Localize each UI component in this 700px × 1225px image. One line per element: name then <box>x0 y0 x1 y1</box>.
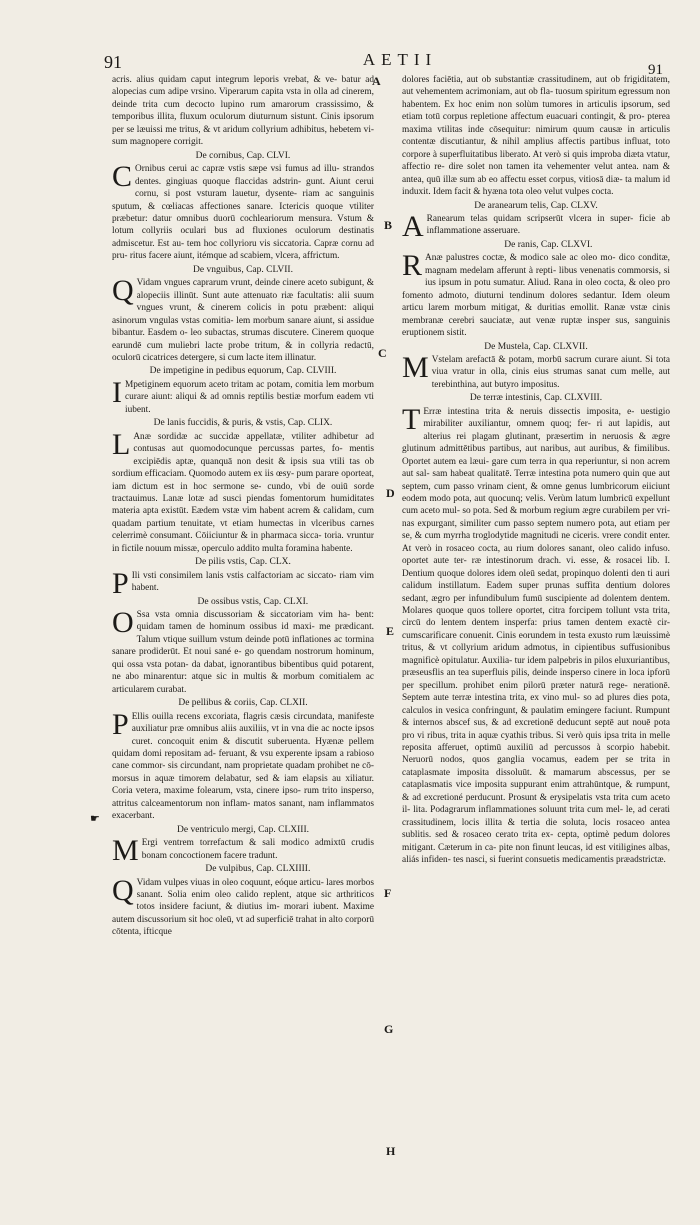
margin-letter-d: D <box>386 486 395 500</box>
left-column <box>112 74 374 939</box>
paragraph <box>402 249 670 339</box>
paragraph <box>402 74 670 199</box>
drop-cap: A <box>402 209 424 243</box>
drop-cap: I <box>112 375 122 409</box>
paragraph <box>402 209 670 243</box>
chapter-heading: De ventriculo mergi, Cap. CLXIII. <box>177 824 309 835</box>
margin-letter-g: G <box>384 1022 394 1036</box>
drop-cap: R <box>402 249 423 283</box>
chapter-heading: De lanis fuccidis, & puris, & vstis, Cap. CLIX. <box>153 418 333 429</box>
paragraph <box>402 402 671 867</box>
chapter-heading: De aranearum telis, Cap. CLXV. <box>474 200 598 211</box>
chapter-heading: De impetigine in pedibus equorum, Cap. CLVIII. <box>149 366 337 377</box>
drop-cap: Q <box>112 873 134 907</box>
paragraph-text: acris. alius quidam caput integrum leporis vrebat, & ve- batur ad alopecias cum adipe vrsino. Viperarum capita vsta in olla ad cinerem, deinde trita cum decocto lupino rum amarorum crassissimo, & temporibus illita, fluxum oculorum diuturnum sistunt. Cinis ipsorum per se læuissi me tritus, & vt aridum collyrium adhibitus, hebetem vi- sum magnopere corrigit. <box>112 75 374 148</box>
paragraph <box>112 834 374 868</box>
paragraph-text: Ssa vsta omnia discussoriam & siccatoriam vim ha- bent: quidam tamen de hominum ossibus id maxi- me prædicant. Talum vtique suillum vstum deinde potū inflationes ac tormina sanare prodiderūt. Et noui sané e- go quendam nostrorum hominum, qui ossa vsta potan- da dabat, ignorantibus bibentibus quid potarent, ne abo minarentur: atque sic in multis & morbum comitialem ac articularem curabat. <box>112 610 374 695</box>
drop-cap: Q <box>112 274 134 308</box>
drop-cap: T <box>402 402 421 436</box>
drop-cap: M <box>112 834 139 868</box>
drop-cap: M <box>402 350 429 384</box>
paragraph-text: Ergi ventrem torrefactum & sali modico admixtū crudis bonam concoctionem facere tradunt. <box>141 838 374 861</box>
chapter-heading: De ranis, Cap. CLXVI. <box>504 239 593 250</box>
paragraph-text: dolores faciētia, aut ob substantiæ crassitudinem, aut ob frigiditatem, aut vehementem acrimoniam, aut ob fla- tuosum spiritum egressum non habentem. Ex hoc enim non solùm tumores in articulis ipsorum, sed etiam totū corpus repletione affectum euacuari contingit, & pro- pterea maxima vtilitas inde cōsequitur: nimirum quum causæ in articulis contentæ discutiantur, & nihil amplius affectis partibus influat, toto corpore à superfluitatibus liberato. At verò si quis improba diæta vtatur, affectio re- dire solet non tamen ita vehementer velut antea. nam & antea, quū illæ sum ab eo affectu esset corpus, vitiosā diæ- ta malum id induxit. Idem facit & hyæna tota oleo velut vulpes cocta. <box>402 75 670 198</box>
running-head: AETII <box>362 50 438 69</box>
paragraph-text: Vidam vulpes viuas in oleo coquunt, eóque articu- lares morbos sanant. Solia enim oleo calido replent, atque sic arthriticos totos insidere faciunt, & diutius im- morari iubent. Maxime autem discussorium sit hoc oleū, vt ad superficiē trahat in alto corporū cōtenta, ifticque <box>112 877 374 938</box>
paragraph-text: Ili vsti consimilem lanis vstis calfactoriam ac siccato- riam vim habent. <box>131 570 374 594</box>
paragraph-text: Erræ intestina trita & neruis dissectis imposita, e- uestigio mirabiliter auxiliantur, omnem quoq; fer- ri aut lapidis, aut alterius rei plagam glutinant, præsertim in neruosis & ægre glutinum admittētibus partibus, aut naribus, aut auribus, & fimilibus. Oportet autem ea læui- gare cum terra in qua reperiuntur, si non acrem aut sal- sam habeat qualitatē. Terræ intestina pota numero quin que aut septem, cum passo vrinam cient, & omne genus lumbricorum eiiciunt eodem modo pota, aut quocunq; velis. Verùm latum lumbricū expellunt cum aceto mul- so pota. Sed & morbum regium ægre curabilem per vri- nas expurgant, similiter cum passo septem numero pota, aut etiam per se, & cum myrrha troglodytide magnitudi ne ciceris. vrere condit enter. At verò in rosaceo cocta, au rium dolores sanant, oleo calido infuso. oportet aute ter- ræ intestinorum drach. vi. esse, & rosacei lib. I. Dentium quoque dolores idem oleū sedat, propinquo dolenti den ti auri calidum instillatum. Eadem super prunas suffita dentium dolores sedant, ægro per infundibulum fumū suscipiente ad dolentem dentem. Molares quoque quos tollere oportet, citra forcipem tollunt vsta trita, circū do lentem dentem insperfa: prius tamen dentem exactè cir- cumscarificare conuenit. Cinis eorundem in testa exusto rum læuissimè tritus, & vt collyrium aridum admotus, in cipientibus suffusionibus magnificè opitulatur. Auxilia- tur idem palpebris in pilos eluxuriantibus, præseusflis an tea superfluis pilis, deinde insperso cinere in loca ipforū per specillum. prohibet enim pilorū præter naturā rege- nerationē. Septem aute terræ intestina trita, ex vino mul- so ad plures dies pota, calculos in vesica confringunt, & paulatim emingere faciunt. Rumpunt & internos abscef sus, & ad excretionē deducunt septē aut nouē pota pro vi ribus, trita in aquæ cyathis tribus. Si verò quis ipsa trita in melle reposita afferuet, optimū auxiliū ad percussos à scorpio habebit. Neruorū nodos, quos ganglia vocamus, eadem per se trita in cataplasmate imposita dissoluūt. & mamarum abscessus, per se cataplasmatis vice imposita suppurant enim attrahūntque, & rumpunt, & ad excretioné perducunt. Prosunt & erysipelatis vsta trita cum aceto il- lita. Podagrarum inflammationes soluunt trita cum mel- le, ad cerati crassitudinem, locis illita & tertia die soluta, locis rosaceo antea sublitis. sed & rosaceo cerato trita ex- cepta, optimè pedum dolores mitigant. Cæterum in ca- pite non finunt leucas, id est vitiligines albas, aliás infiden- tes nasci, si fuerint consuetis medicamentis præadstrictæ. <box>402 406 671 866</box>
chapter-heading: De Mustela, Cap. CLXVII. <box>484 341 588 352</box>
margin-letter-c: C <box>378 346 387 360</box>
pointing-hand-icon: ☛ <box>90 813 100 825</box>
paragraph <box>112 375 374 416</box>
chapter-heading: De terræ intestinis, Cap. CLXVIII. <box>469 393 603 404</box>
paragraph-text: Vstelam arefactā & potam, morbū sacrum curare aiunt. Si tota viua vratur in olla, cinis eius strumas sanat cum melle, aut terebinthina, aut butyro impositus. <box>431 354 670 390</box>
chapter-heading: De pellibus & coriis, Cap. CLXII. <box>178 698 308 709</box>
paragraph-text: Ranearum telas quidam scripserūt vlcera in super- ficie ab inflammatione asseruare. <box>426 213 670 237</box>
drop-cap: C <box>112 160 133 194</box>
paragraph <box>112 274 374 364</box>
margin-letter-f: F <box>384 886 392 900</box>
drop-cap: P <box>112 707 129 741</box>
margin-letter-a: A <box>372 74 381 88</box>
paragraph <box>402 350 670 391</box>
folio-right: 91 <box>648 62 663 78</box>
paragraph-text: Anæ palustres coctæ, & modico sale ac oleo mo- dico conditæ, magnam medelam afferunt à repti- libus venenatis commorsis, si ius ipsum in potu sumatur. Aliud. Rana in oleo cocta, & oleo pro fomento admoto, diuturni tendinum dolores sedantur. Idem oleum articu larem morbum mitigat, & duritias emollit. Ranæ vstæ cinis membranæ cerebri sauciatæ, aut venæ ruptæ insper sus, sanguinis eruptionem sistit. <box>402 253 670 339</box>
drop-cap: O <box>112 606 134 640</box>
paragraph <box>112 707 374 823</box>
right-column <box>402 74 670 867</box>
paragraph <box>112 873 374 939</box>
chapter-heading: De vulpibus, Cap. CLXIIII. <box>205 864 311 875</box>
drop-cap: P <box>112 566 129 600</box>
paragraph <box>112 566 374 600</box>
paragraph-text: Vidam vngues caprarum vrunt, deinde cinere aceto subigunt, & alopeciis illinūt. Sunt aute attenuato riæ facultatis: alii suum vngues vrunt, & cinerem colicis in potu præbent: aliqui asinorum vngulas vstas comitia- lem morbum sanare aiunt, si assidue bibantur. Easdem o- leo subactas, strumas discutere. Cinerem quoque earundē cum muliebri lacte probe tritum, & in collyria redactū, oculorū cicatrices detergere, si cum lacte item illinatur. <box>112 278 374 363</box>
paragraph <box>112 160 374 263</box>
chapter-heading: De pilis vstis, Cap. CLX. <box>195 557 291 568</box>
chapter-heading: De vnguibus, Cap. CLVII. <box>193 264 293 275</box>
paragraph-text: Mpetiginem equorum aceto tritam ac potam, comitia lem morbum curare aiunt: aliqui & ad omnis reptilis bestiæ morfum eadem vti iubent. <box>125 379 374 415</box>
paragraph-text: Ellis ouilla recens excoriata, flagris cæsis circundata, manifeste auxiliatur præ omnibus aliis auxiliis, vt in vna die ac nocte ipsos curet. concoquit enim & discutit suberuenta. Hyænæ pellem quidam domi repositam ad- feruant, & vsu experente ipsam a rabioso cane commor- sis circundant, nam proprietate quadam prohibet ne cō- morsus in aquæ timorem delabatur, sed & iam elapsis au xiliatur. Coria vetera, maxime folearum, vsta, cinere ipso- rum trito insperso, attritus calceamentorum non inflam- matos sanant, nam inflammatos exacerbant. <box>112 711 374 822</box>
folio-left: 91 <box>104 52 122 72</box>
chapter-heading: De cornibus, Cap. CLVI. <box>195 150 291 161</box>
margin-letter-h: H <box>386 1144 396 1158</box>
paragraph <box>112 606 374 696</box>
margin-letter-e: E <box>386 624 395 638</box>
drop-cap: L <box>112 427 131 461</box>
paragraph-text: Anæ sordidæ ac succidæ appellatæ, vtiliter adhibetur ad contusas aut quomodocunque percussas partes, fo- mentis excipiēdis aptæ, quanquā non desit & ipsis sua vtili tas ob sordium efficaciam. Quomodo autem ex iis œsy- pum parare oporteat, iam dictum est in hoc sermone se- cundo, vbi de ouiū sorde tractauimus. Lanæ lotæ ad susci piendas fomentorum humiditates materia apta existūt. Eædem vstæ vim habent acrem & calidam, cum quadam partium tenuitate, vt etiam humectas in vlceribus carnes celerrimè consumant. Cōiiciuntur & in pharmaca sicca- toria. vruntur in fictile nouum missæ, operculo addito multa foramina habente. <box>112 431 374 554</box>
margin-letter-b: B <box>384 218 393 232</box>
paragraph <box>112 74 374 149</box>
paragraph <box>112 427 374 556</box>
chapter-heading: De ossibus vstis, Cap. CLXI. <box>197 596 309 607</box>
paragraph-text: Ornibus cerui ac capræ vstis sæpe vsi fumus ad illu- strandos dentes. gingiuas quoque flaccidas adstrin- gunt. Aiunt cerui cornu, si post vsturam lauetur, dysente- riam ac sanguinis sputum, & cœliacas affectiones sanare. Ictericis quoque vtiliter præbetur: datur omnibus duorū cochleariorum mensura. Vstum & lotum collyriis oculari bus ad fluxiones oculorum destinatis admiscetur. Est au- tem hoc collyrioru vis siccatoria. Capræ cornu ad pru- ritus facere aiunt, itémque ad scabiem, vlcera, affrictum. <box>112 164 374 262</box>
